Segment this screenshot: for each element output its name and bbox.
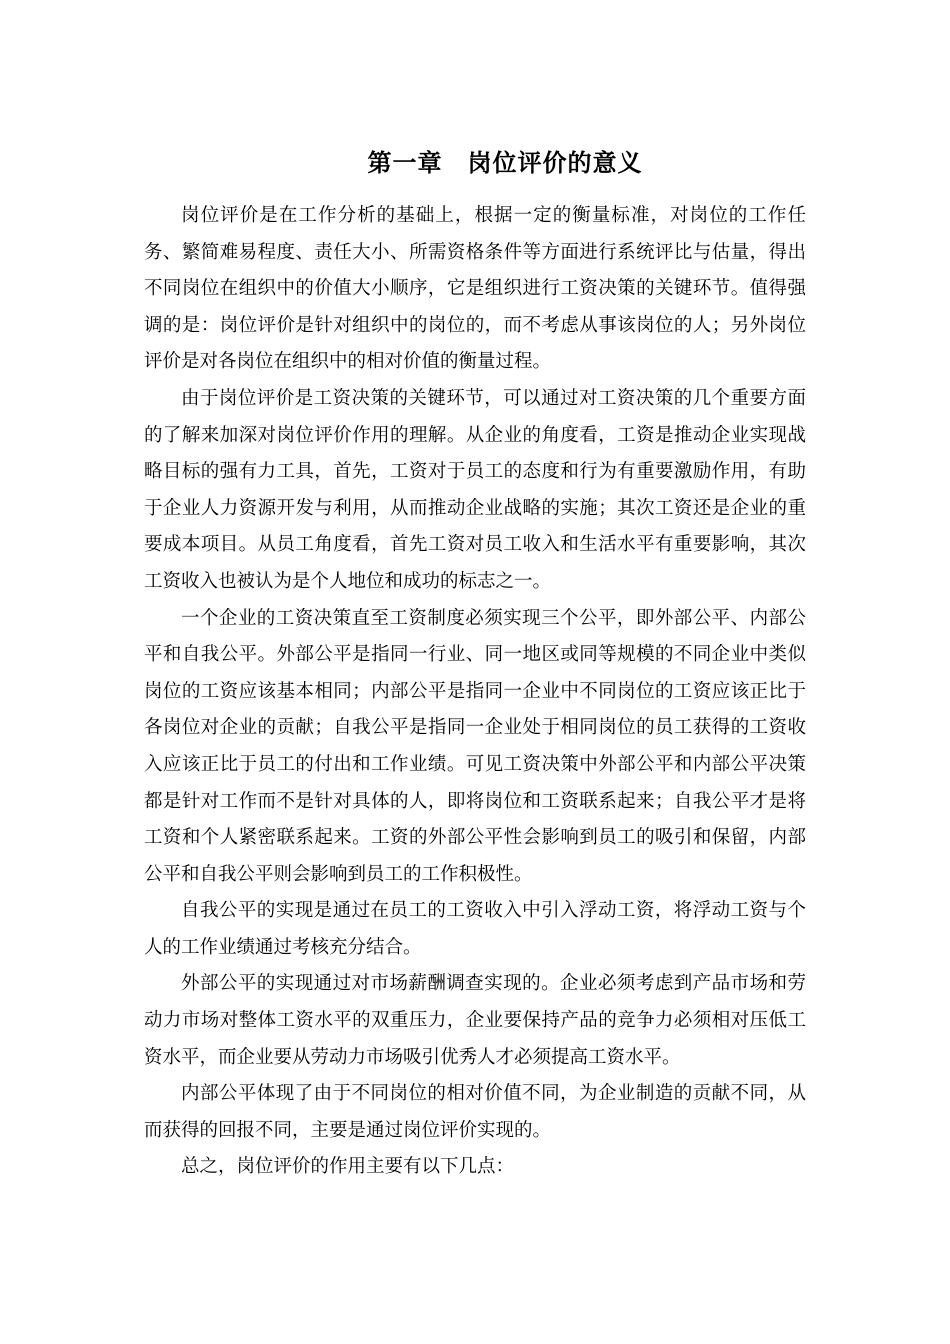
body-text — [144, 198, 806, 1186]
paragraph: 自我公平的实现是通过在员工的工资收入中引入浮动工资，将浮动工资与个人的工作业绩通过考核充分结合。 — [144, 900, 806, 958]
paragraph: 外部公平的实现通过对市场薪酬调查实现的。企业必须考虑到产品市场和劳动力市场对整体工资水平的双重压力，企业要保持产品的竞争力必须相对压低工资水平，而企业要从劳动力市场吸引优秀人才必须提高工资水平。 — [144, 973, 806, 1068]
paragraph: 内部公平体现了由于不同岗位的相对价值不同，为企业制造的贡献不同，从而获得的回报不同，主要是通过岗位评价实现的。 — [144, 1083, 806, 1141]
paragraph: 总之，岗位评价的作用主要有以下几点： — [181, 1156, 515, 1178]
chapter-title: 第一章 岗位评价的意义 — [367, 149, 643, 177]
paragraph: 由于岗位评价是工资决策的关键环节，可以通过对工资决策的几个重要方面的了解来加深对岗位评价作用的理解。从企业的角度看，工资是推动企业实现战略目标的强有力工具，首先，工资对于员工的态度和行为有重要激励作用，有助于企业人力资源开发与利用，从而推动企业战略的实施；其次工资还是企业的重要成本项目。从员工角度看，首先工资对员工收入和生活水平有重要影响，其次工资收入也被认为是个人地位和成功的标志之一。 — [144, 387, 806, 592]
paragraph: 岗位评价是在工作分析的基础上，根据一定的衡量标准，对岗位的工作任务、繁简难易程度、责任大小、所需资格条件等方面进行系统评比与估量，得出不同岗位在组织中的价值大小顺序，它是组织进行工资决策的关键环节。值得强调的是：岗位评价是针对组织中的岗位的，而不考虑从事该岗位的人；另外岗位评价是对各岗位在组织中的相对价值的衡量过程。 — [144, 205, 806, 373]
paragraph: 一个企业的工资决策直至工资制度必须实现三个公平，即外部公平、内部公平和自我公平。外部公平是指同一行业、同一地区或同等规模的不同企业中类似岗位的工资应该基本相同；内部公平是指同一企业中不同岗位的工资应该正比于各岗位对企业的贡献；自我公平是指同一企业处于相同岗位的员工获得的工资收入应该正比于员工的付出和工作业绩。可见工资决策中外部公平和内部公平决策都是针对工作而不是针对具体的人，即将岗位和工资联系起来；自我公平才是将工资和个人紧密联系起来。工资的外部公平性会影响到员工的吸引和保留，内部公平和自我公平则会影响到员工的工作积极性。 — [144, 607, 806, 885]
